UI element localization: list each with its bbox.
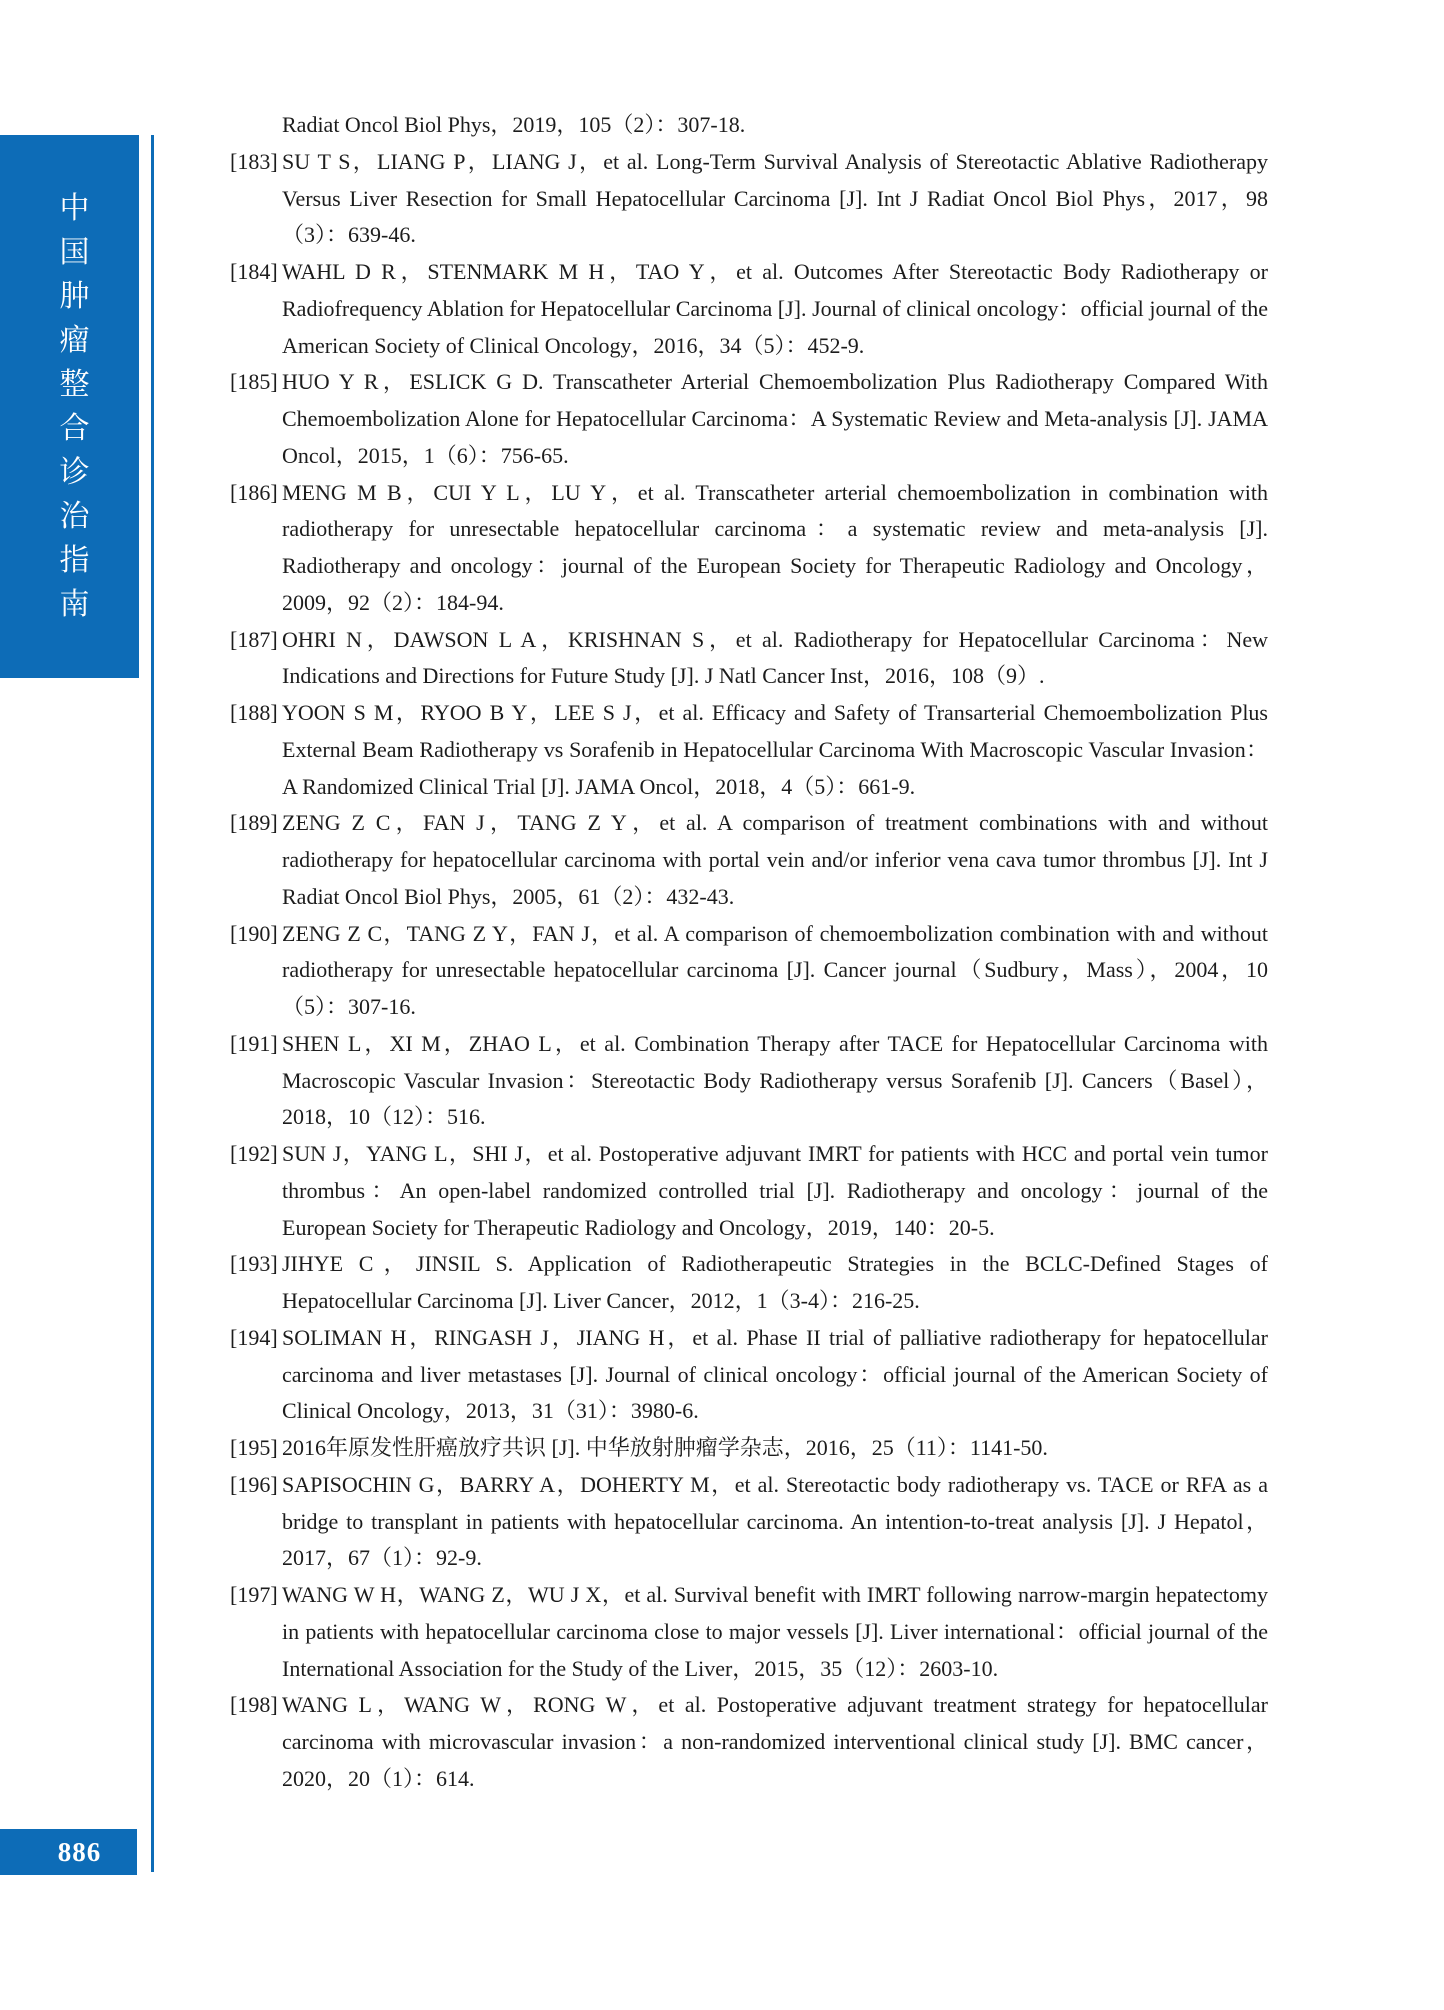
reference-text: JIHYE C，JINSIL S. Application of Radiotherapeutic Strategies in the BCLC-Defined Stages of Hepatocellular Carcinoma [J]. Liver Cancer，2012，1（3-4）：216-25. [282, 1251, 1268, 1313]
reference-number: [189] [230, 810, 278, 836]
reference-number: [185] [230, 369, 278, 395]
reference-text: WANG L，WANG W，RONG W，et al. Postoperative adjuvant treatment strategy for hepatocellular carcinoma with microvascular invasion：a non-randomized interventional clinical study [J]. BMC cancer，2020，20（1）：614. [282, 1692, 1268, 1791]
reference-text: YOON S M，RYOO B Y，LEE S J，et al. Efficacy and Safety of Transarterial Chemoembolization Plus External Beam Radiotherapy vs Sorafenib in Hepatocellular Carcinoma With Macroscopic Vascular Invasion：A Randomized Clinical Trial [J]. JAMA Oncol，2018，4（5）：661-9. [282, 700, 1268, 799]
sidebar-char: 诊 [59, 455, 90, 489]
sidebar-char: 南 [59, 587, 90, 621]
reference-item [230, 1430, 1268, 1467]
page-number-badge: 886 [0, 1829, 137, 1875]
references-list [230, 107, 1268, 1798]
reference-number: [193] [230, 1251, 278, 1277]
reference-item [230, 1320, 1268, 1430]
reference-item [230, 1687, 1268, 1797]
reference-item [230, 1577, 1268, 1687]
reference-text: SHEN L，XI M，ZHAO L，et al. Combination Therapy after TACE for Hepatocellular Carcinoma with Macroscopic Vascular Invasion：Stereotactic Body Radiotherapy versus Sorafenib [J]. Cancers（Basel），2018，10（12）：516. [282, 1030, 1268, 1130]
reference-number: [192] [230, 1141, 278, 1166]
sidebar-char: 瘤 [59, 323, 90, 357]
sidebar-char: 指 [59, 543, 90, 577]
sidebar-char: 合 [59, 411, 90, 445]
reference-text: ZENG Z C，TANG Z Y，FAN J，et al. A comparison of chemoembolization combination with and without radiotherapy for unresectable hepatocellular carcinoma [J]. Cancer journal（Sudbury，Mass），2004，10（5）：307-16. [282, 920, 1268, 1019]
reference-number: [188] [230, 700, 278, 725]
reference-text: SOLIMAN H，RINGASH J，JIANG H，et al. Phase II trial of palliative radiotherapy for hepatocellular carcinoma and liver metastases [J]. Journal of clinical oncology：official journal of the American Society of Clinical Oncology，2013，31（31）：3980-6. [282, 1324, 1268, 1424]
reference-number: [183] [230, 148, 278, 174]
reference-number: [195] [230, 1435, 278, 1460]
sidebar-char: 国 [59, 235, 90, 269]
sidebar-char: 肿 [59, 279, 90, 313]
reference-number: [197] [230, 1582, 278, 1607]
reference-item [230, 364, 1268, 474]
reference-item [230, 1026, 1268, 1136]
reference-text: MENG M B，CUI Y L，LU Y，et al. Transcatheter arterial chemoembolization in combination with radiotherapy for unresectable hepatocellular carcinoma：a systematic review and meta-analysis [J]. Radiotherapy and oncology：journal of the European Society for Therapeutic Radiology and Oncology，2009，92（2）：184-94. [282, 479, 1268, 615]
sidebar-char: 治 [59, 499, 90, 533]
reference-number: [190] [230, 920, 278, 946]
reference-item [230, 475, 1268, 622]
reference-continuation [282, 107, 1268, 144]
reference-item [230, 916, 1268, 1026]
reference-text: WANG W H，WANG Z，WU J X，et al. Survival benefit with IMRT following narrow-margin hepatectomy in patients with hepatocellular carcinoma close to major vessels [J]. Liver international：official journal of the International Association for the Study of the Liver，2015，35（12）：2603-10. [282, 1582, 1268, 1681]
reference-item [230, 805, 1268, 915]
reference-text: WAHL D R，STENMARK M H，TAO Y，et al. Outcomes After Stereotactic Body Radiotherapy or Radiofrequency Ablation for Hepatocellular Carcinoma [J]. Journal of clinical oncology：official journal of the American Society of Clinical Oncology，2016，34（5）：452-9. [282, 259, 1268, 358]
reference-number: [194] [230, 1324, 278, 1350]
reference-text: Radiat Oncol Biol Phys，2019，105（2）：307-18. [282, 112, 746, 137]
reference-item [230, 144, 1268, 254]
reference-item [230, 1136, 1268, 1246]
reference-text: SU T S，LIANG P，LIANG J，et al. Long-Term Survival Analysis of Stereotactic Ablative Radiotherapy Versus Liver Resection for Small Hepatocellular Carcinoma [J]. Int J Radiat Oncol Biol Phys，2017，98（3）：639-46. [282, 148, 1268, 248]
reference-text: 2016年原发性肝癌放疗共识 [J]. 中华放射肿瘤学杂志，2016，25（11）：1141-50. [282, 1435, 1048, 1460]
reference-number: [196] [230, 1471, 278, 1497]
reference-item [230, 1246, 1268, 1320]
reference-number: [186] [230, 479, 278, 505]
reference-text: HUO Y R，ESLICK G D. Transcatheter Arterial Chemoembolization Plus Radiotherapy Compared With Chemoembolization Alone for Hepatocellular Carcinoma：A Systematic Review and Meta-analysis [J]. JAMA Oncol，2015，1（6）：756-65. [282, 369, 1268, 468]
reference-number: [187] [230, 626, 278, 652]
reference-number: [198] [230, 1692, 278, 1718]
reference-text: SAPISOCHIN G，BARRY A，DOHERTY M，et al. Stereotactic body radiotherapy vs. TACE or RFA as a bridge to transplant in patients with hepatocellular carcinoma. An intention-to-treat analysis [J]. J Hepatol，2017，67（1）：92-9. [282, 1471, 1268, 1571]
reference-text: ZENG Z C，FAN J，TANG Z Y，et al. A comparison of treatment combinations with and without radiotherapy for hepatocellular carcinoma with portal vein and/or inferior vena cava tumor thrombus [J]. Int J Radiat Oncol Biol Phys，2005，61（2）：432-43. [282, 810, 1268, 909]
reference-text: OHRI N，DAWSON L A，KRISHNAN S，et al. Radiotherapy for Hepatocellular Carcinoma：New Indications and Directions for Future Study [J]. J Natl Cancer Inst，2016，108（9）. [282, 626, 1268, 689]
reference-item [230, 695, 1268, 805]
reference-item [230, 1467, 1268, 1577]
divider-line [151, 135, 154, 1872]
sidebar-banner [0, 135, 139, 678]
sidebar-char: 中 [59, 191, 90, 225]
reference-number: [191] [230, 1030, 278, 1056]
reference-text: SUN J，YANG L，SHI J，et al. Postoperative adjuvant IMRT for patients with HCC and portal vein tumor thrombus：An open-label randomized controlled trial [J]. Radiotherapy and oncology：journal of the European Society for Therapeutic Radiology and Oncology，2019，140：20-5. [282, 1141, 1268, 1240]
sidebar-char: 整 [59, 367, 90, 401]
reference-item [230, 254, 1268, 364]
reference-number: [184] [230, 259, 278, 284]
reference-item [230, 622, 1268, 696]
